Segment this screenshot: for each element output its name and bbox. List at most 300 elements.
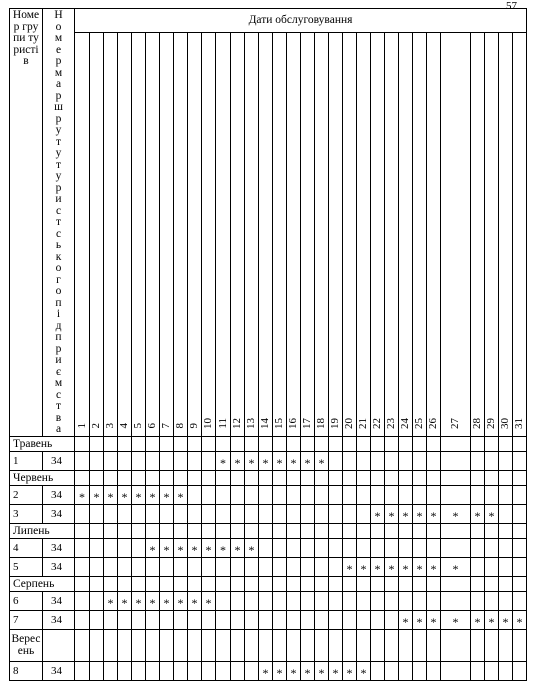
day-header: [499, 32, 513, 436]
empty-cell: [399, 451, 413, 470]
empty-cell: [216, 661, 231, 680]
empty-cell: [216, 591, 231, 610]
empty-cell: [287, 576, 301, 591]
service-mark: *: [357, 661, 371, 680]
service-mark: *: [160, 591, 174, 610]
empty-cell: [399, 629, 413, 661]
empty-cell: [385, 436, 399, 451]
day-header: [160, 32, 174, 436]
service-mark: *: [118, 591, 132, 610]
day-header: [441, 32, 471, 436]
empty-cell: [343, 610, 357, 629]
service-mark: *: [287, 451, 301, 470]
empty-cell: [75, 557, 90, 576]
empty-cell: [385, 485, 399, 504]
group-row: [10, 591, 527, 610]
group-row: [10, 485, 527, 504]
empty-cell: [385, 523, 399, 538]
service-mark: *: [174, 538, 188, 557]
empty-cell: [315, 436, 329, 451]
service-mark: *: [104, 485, 118, 504]
service-mark: *: [413, 610, 427, 629]
empty-cell: [259, 485, 273, 504]
empty-cell: [413, 436, 427, 451]
service-mark: *: [441, 504, 471, 523]
empty-cell: [385, 629, 399, 661]
empty-cell: [441, 538, 471, 557]
day-number: 1: [75, 423, 88, 429]
empty-cell: [499, 661, 513, 680]
empty-cell: [160, 576, 174, 591]
empty-cell: [357, 436, 371, 451]
empty-cell: [315, 470, 329, 485]
empty-cell: [413, 523, 427, 538]
empty-cell: [245, 485, 259, 504]
empty-cell: [188, 661, 202, 680]
empty-cell: [216, 470, 231, 485]
empty-cell: [513, 504, 527, 523]
empty-cell: [485, 557, 499, 576]
route-number: 34: [43, 557, 75, 576]
service-mark: *: [343, 661, 357, 680]
empty-cell: [202, 610, 216, 629]
service-mark: *: [146, 538, 160, 557]
empty-cell: [385, 451, 399, 470]
empty-cell: [499, 436, 513, 451]
empty-cell: [441, 451, 471, 470]
service-mark: *: [385, 557, 399, 576]
empty-cell: [513, 485, 527, 504]
empty-cell: [245, 504, 259, 523]
empty-cell: [259, 470, 273, 485]
empty-cell: [259, 436, 273, 451]
empty-cell: [371, 661, 385, 680]
route-number: 34: [43, 451, 75, 470]
group-row: [10, 451, 527, 470]
empty-cell: [146, 576, 160, 591]
route-number: 34: [43, 485, 75, 504]
empty-cell: [231, 661, 245, 680]
empty-cell: [441, 470, 471, 485]
empty-cell: [301, 538, 315, 557]
day-header: [188, 32, 202, 436]
empty-cell: [301, 523, 315, 538]
group-number: 6: [10, 591, 43, 610]
empty-cell: [231, 629, 245, 661]
empty-cell: [75, 451, 90, 470]
empty-cell: [174, 523, 188, 538]
group-number-header: Номер групи туристів: [10, 9, 43, 437]
empty-cell: [399, 661, 413, 680]
empty-cell: [513, 629, 527, 661]
empty-cell: [513, 436, 527, 451]
empty-cell: [90, 470, 104, 485]
day-header: [245, 32, 259, 436]
day-header: [287, 32, 301, 436]
empty-cell: [499, 451, 513, 470]
service-schedule-table: [9, 8, 527, 681]
empty-cell: [315, 591, 329, 610]
empty-cell: [513, 576, 527, 591]
group-number: 8: [10, 661, 43, 680]
empty-cell: [343, 538, 357, 557]
empty-cell: [427, 538, 441, 557]
empty-cell: [441, 436, 471, 451]
empty-cell: [485, 538, 499, 557]
day-number: 27: [449, 417, 461, 429]
empty-cell: [75, 538, 90, 557]
empty-cell: [485, 576, 499, 591]
day-header: [315, 32, 329, 436]
empty-cell: [329, 451, 343, 470]
empty-cell: [427, 591, 441, 610]
empty-cell: [357, 451, 371, 470]
service-mark: *: [315, 661, 329, 680]
empty-cell: [132, 629, 146, 661]
group-number: 4: [10, 538, 43, 557]
empty-cell: [118, 661, 132, 680]
empty-cell: [427, 436, 441, 451]
empty-cell: [513, 523, 527, 538]
empty-cell: [104, 538, 118, 557]
day-header: [427, 32, 441, 436]
service-dates-header: Дати обслуговування: [75, 9, 527, 33]
empty-cell: [202, 629, 216, 661]
empty-cell: [245, 661, 259, 680]
service-mark: *: [174, 485, 188, 504]
service-mark: *: [427, 557, 441, 576]
service-mark: *: [399, 557, 413, 576]
empty-cell: [499, 557, 513, 576]
empty-cell: [202, 504, 216, 523]
empty-cell: [75, 576, 90, 591]
service-mark: *: [385, 504, 399, 523]
service-mark: *: [245, 538, 259, 557]
service-mark: *: [90, 485, 104, 504]
empty-cell: [499, 470, 513, 485]
empty-cell: [188, 557, 202, 576]
empty-cell: [301, 470, 315, 485]
day-header: [343, 32, 357, 436]
day-header: [104, 32, 118, 436]
empty-cell: [427, 451, 441, 470]
empty-cell: [357, 523, 371, 538]
empty-cell: [357, 591, 371, 610]
service-mark: *: [485, 504, 499, 523]
empty-cell: [75, 523, 90, 538]
empty-cell: [188, 629, 202, 661]
empty-cell: [231, 557, 245, 576]
empty-cell: [90, 591, 104, 610]
empty-cell: [357, 470, 371, 485]
empty-cell: [513, 557, 527, 576]
empty-cell: [413, 591, 427, 610]
empty-cell: [371, 470, 385, 485]
empty-cell: [301, 557, 315, 576]
empty-cell: [485, 436, 499, 451]
empty-cell: [202, 661, 216, 680]
page-number: 57: [506, 0, 517, 12]
empty-cell: [273, 629, 287, 661]
empty-cell: [471, 523, 485, 538]
empty-cell: [118, 538, 132, 557]
service-mark: *: [132, 485, 146, 504]
service-mark: *: [499, 610, 513, 629]
empty-cell: [343, 576, 357, 591]
empty-cell: [329, 470, 343, 485]
service-mark: *: [485, 610, 499, 629]
day-number: 5: [132, 423, 144, 429]
empty-cell: [371, 538, 385, 557]
day-header: [90, 32, 104, 436]
empty-cell: [90, 523, 104, 538]
empty-cell: [371, 591, 385, 610]
day-header: [399, 32, 413, 436]
empty-cell: [174, 436, 188, 451]
empty-cell: [329, 504, 343, 523]
service-mark: *: [399, 610, 413, 629]
day-header: [329, 32, 343, 436]
empty-cell: [371, 485, 385, 504]
empty-cell: [343, 504, 357, 523]
empty-cell: [118, 436, 132, 451]
day-header: [471, 32, 485, 436]
empty-cell: [75, 610, 90, 629]
empty-cell: [301, 591, 315, 610]
empty-cell: [146, 629, 160, 661]
empty-cell: [118, 576, 132, 591]
empty-cell: [399, 485, 413, 504]
day-header: [75, 32, 90, 436]
empty-cell: [259, 629, 273, 661]
month-row: [10, 576, 527, 591]
empty-cell: [90, 557, 104, 576]
empty-cell: [90, 436, 104, 451]
empty-cell: [104, 451, 118, 470]
day-number: 18: [315, 417, 327, 429]
day-number: 31: [513, 417, 525, 429]
empty-cell: [329, 485, 343, 504]
month-label: Липень: [10, 523, 75, 538]
empty-cell: [329, 557, 343, 576]
empty-cell: [231, 591, 245, 610]
empty-cell: [202, 451, 216, 470]
empty-cell: [104, 523, 118, 538]
empty-cell: [413, 538, 427, 557]
empty-cell: [118, 629, 132, 661]
empty-cell: [75, 504, 90, 523]
empty-cell: [245, 436, 259, 451]
empty-cell: [146, 661, 160, 680]
empty-cell: [301, 485, 315, 504]
day-number: 21: [357, 417, 369, 429]
route-number: 34: [43, 610, 75, 629]
empty-cell: [485, 485, 499, 504]
day-number: 16: [287, 417, 299, 429]
month-row: [10, 436, 527, 451]
day-number: 7: [160, 423, 172, 429]
empty-cell: [399, 576, 413, 591]
empty-cell: [287, 436, 301, 451]
empty-cell: [371, 610, 385, 629]
empty-cell: [188, 610, 202, 629]
day-header: [118, 32, 132, 436]
day-header: [357, 32, 371, 436]
empty-cell: [399, 436, 413, 451]
empty-cell: [315, 504, 329, 523]
empty-cell: [146, 470, 160, 485]
empty-cell: [485, 629, 499, 661]
empty-cell: [499, 576, 513, 591]
empty-cell: [471, 538, 485, 557]
empty-cell: [188, 451, 202, 470]
service-mark: *: [202, 591, 216, 610]
route-number-header: Номер маршруту туристського підприємства: [43, 9, 75, 437]
day-number: 9: [188, 423, 200, 429]
group-number: 1: [10, 451, 43, 470]
empty-cell: [132, 504, 146, 523]
empty-cell: [513, 538, 527, 557]
empty-cell: [231, 610, 245, 629]
empty-cell: [413, 661, 427, 680]
empty-cell: [160, 557, 174, 576]
service-mark: *: [273, 451, 287, 470]
day-number: 13: [245, 417, 257, 429]
empty-cell: [216, 436, 231, 451]
empty-cell: [90, 661, 104, 680]
empty-cell: [499, 538, 513, 557]
route-number: 34: [43, 504, 75, 523]
service-mark: *: [471, 504, 485, 523]
service-mark: *: [216, 538, 231, 557]
empty-cell: [427, 576, 441, 591]
empty-cell: [385, 610, 399, 629]
empty-cell: [513, 661, 527, 680]
day-number: 6: [146, 423, 158, 429]
empty-cell: [385, 538, 399, 557]
empty-cell: [287, 591, 301, 610]
empty-cell: [118, 451, 132, 470]
day-header: [485, 32, 499, 436]
empty-cell: [399, 591, 413, 610]
empty-cell: [357, 504, 371, 523]
empty-cell: [259, 538, 273, 557]
empty-cell: [132, 451, 146, 470]
day-number: 8: [174, 423, 186, 429]
empty-cell: [343, 470, 357, 485]
empty-cell: [216, 485, 231, 504]
empty-cell: [329, 523, 343, 538]
service-mark: *: [259, 661, 273, 680]
empty-cell: [441, 485, 471, 504]
day-header: [132, 32, 146, 436]
empty-cell: [413, 470, 427, 485]
empty-cell: [160, 470, 174, 485]
day-number: 26: [427, 417, 439, 429]
empty-cell: [301, 436, 315, 451]
day-header: [202, 32, 216, 436]
empty-cell: [160, 504, 174, 523]
empty-cell: [329, 610, 343, 629]
empty-cell: [385, 661, 399, 680]
empty-cell: [245, 610, 259, 629]
empty-cell: [43, 629, 75, 661]
empty-cell: [146, 557, 160, 576]
service-mark: *: [343, 557, 357, 576]
empty-cell: [371, 523, 385, 538]
empty-cell: [471, 591, 485, 610]
empty-cell: [202, 470, 216, 485]
empty-cell: [174, 576, 188, 591]
day-number: 24: [399, 417, 411, 429]
day-number: 15: [273, 417, 285, 429]
day-number: 23: [385, 417, 397, 429]
empty-cell: [513, 470, 527, 485]
day-number: 3: [104, 423, 116, 429]
service-mark: *: [441, 610, 471, 629]
empty-cell: [160, 661, 174, 680]
empty-cell: [385, 591, 399, 610]
empty-cell: [485, 661, 499, 680]
empty-cell: [385, 470, 399, 485]
empty-cell: [118, 470, 132, 485]
empty-cell: [315, 538, 329, 557]
service-mark: *: [188, 591, 202, 610]
empty-cell: [441, 629, 471, 661]
empty-cell: [90, 538, 104, 557]
empty-cell: [329, 436, 343, 451]
empty-cell: [399, 523, 413, 538]
empty-cell: [499, 504, 513, 523]
service-mark: *: [231, 451, 245, 470]
empty-cell: [499, 591, 513, 610]
empty-cell: [371, 436, 385, 451]
service-mark: *: [315, 451, 329, 470]
empty-cell: [259, 591, 273, 610]
empty-cell: [174, 504, 188, 523]
empty-cell: [132, 557, 146, 576]
empty-cell: [75, 661, 90, 680]
empty-cell: [357, 576, 371, 591]
empty-cell: [259, 523, 273, 538]
empty-cell: [315, 485, 329, 504]
empty-cell: [287, 610, 301, 629]
empty-cell: [371, 629, 385, 661]
service-mark: *: [329, 661, 343, 680]
empty-cell: [485, 470, 499, 485]
empty-cell: [216, 610, 231, 629]
day-header: [259, 32, 273, 436]
empty-cell: [174, 629, 188, 661]
empty-cell: [188, 485, 202, 504]
empty-cell: [287, 557, 301, 576]
empty-cell: [216, 557, 231, 576]
empty-cell: [273, 504, 287, 523]
empty-cell: [273, 610, 287, 629]
empty-cell: [287, 523, 301, 538]
empty-cell: [427, 629, 441, 661]
empty-cell: [202, 557, 216, 576]
service-mark: *: [118, 485, 132, 504]
service-mark: *: [231, 538, 245, 557]
empty-cell: [132, 538, 146, 557]
empty-cell: [273, 557, 287, 576]
group-row: [10, 504, 527, 523]
empty-cell: [216, 523, 231, 538]
empty-cell: [329, 591, 343, 610]
service-mark: *: [441, 557, 471, 576]
service-mark: *: [357, 557, 371, 576]
